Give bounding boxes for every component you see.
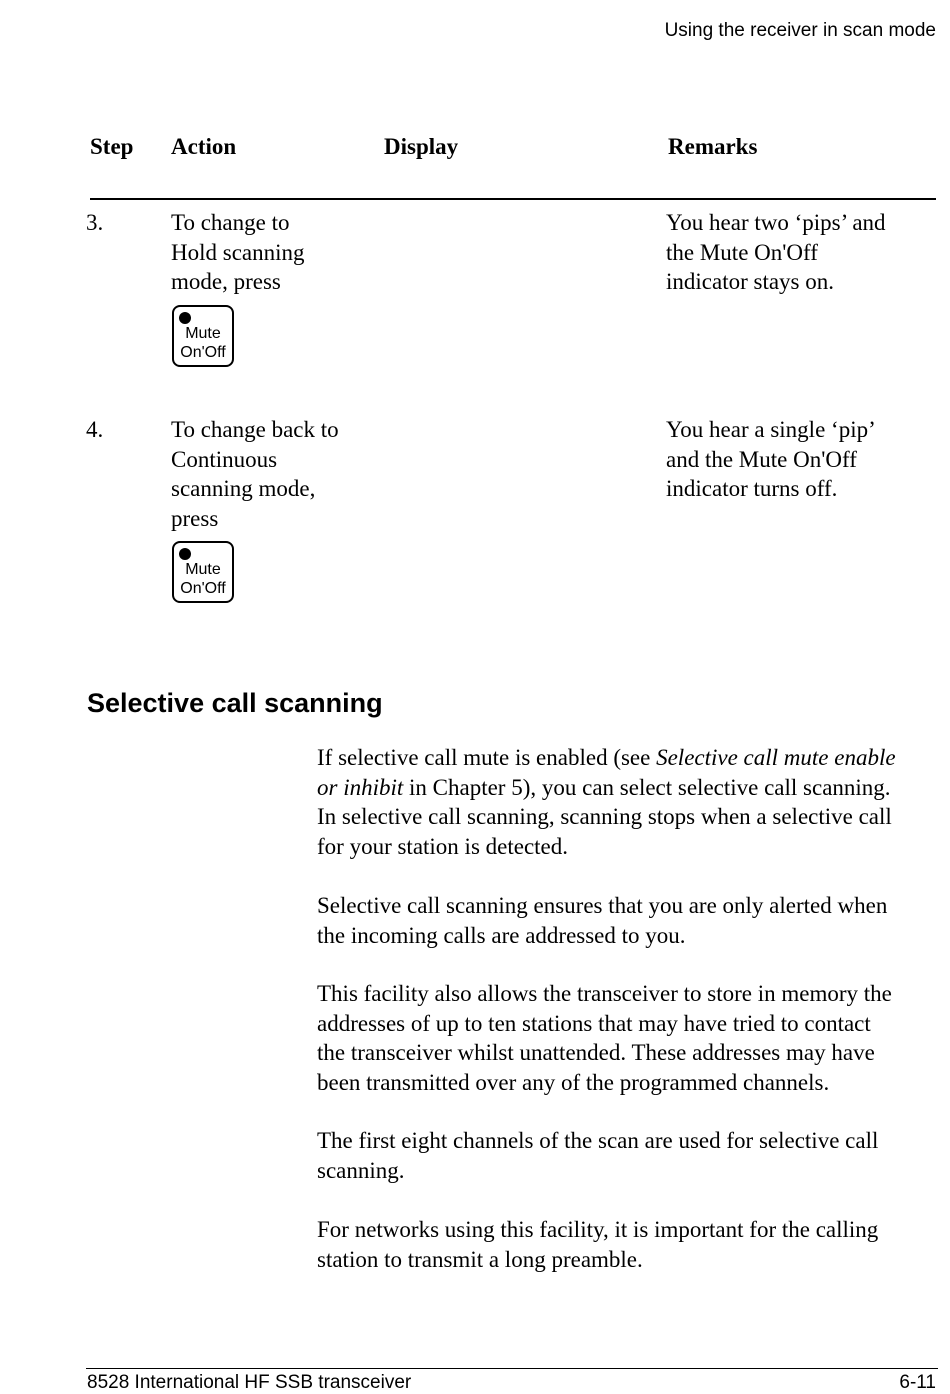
indicator-dot-icon [179, 312, 191, 324]
table-header-rule [90, 198, 936, 200]
remarks-text: You hear a single ‘pip’ and the Mute On'Off indicator turns off. [666, 417, 876, 501]
cross-reference: or inhibit [317, 774, 404, 800]
key-label-on-off: On'Off [180, 344, 226, 361]
indicator-dot-icon [179, 548, 191, 560]
footer-product-name: 8528 International HF SSB transceiver [87, 1372, 412, 1393]
column-header-display: Display [384, 134, 459, 159]
column-header-action: Action [171, 134, 237, 159]
key-label-mute: Mute [185, 325, 221, 342]
section-heading: Selective call scanning [87, 688, 383, 718]
paragraph-channels: The first eight channels of the scan are used for selective call scanning. [317, 1128, 879, 1183]
column-header-step: Step [90, 134, 134, 159]
running-header: Using the receiver in scan mode [664, 20, 936, 41]
step-number: 3. [86, 210, 104, 235]
mute-on-off-key-icon [172, 541, 234, 603]
action-text: To change back to Continuous scanning mode, press [171, 417, 339, 531]
footer-rule [86, 1368, 938, 1369]
key-label-mute: Mute [185, 561, 221, 578]
key-label-on-off: On'Off [180, 580, 226, 597]
action-text: To change to Hold scanning mode, press [171, 210, 305, 294]
remarks-text: You hear two ‘pips’ and the Mute On'Off indicator stays on. [666, 210, 886, 294]
paragraph-preamble: For networks using this facility, it is important for the calling station to transmit a long preamble. [317, 1217, 879, 1272]
paragraph-selective-call-intro: If selective call mute is enabled (see Selective call mute enable or inhibit in Chapter 5), you can select selective call scanning. In selective call scanning, scanning stops when a selective call for your station is detected. [317, 745, 896, 859]
paragraph-memory: This facility also allows the transceiver to store in memory the addresses of up to ten stations that may have tried to contact the transceiver whilst unattended. These addresses may have been transmitted over any of the programmed channels. [317, 981, 892, 1095]
step-number: 4. [86, 417, 104, 442]
page-number: 6-11 [899, 1372, 936, 1393]
paragraph-alerts: Selective call scanning ensures that you are only alerted when the incoming calls are addressed to you. [317, 893, 888, 948]
cross-reference: Selective call mute enable [656, 745, 896, 770]
column-header-remarks: Remarks [668, 134, 758, 159]
mute-on-off-key-icon [172, 305, 234, 367]
